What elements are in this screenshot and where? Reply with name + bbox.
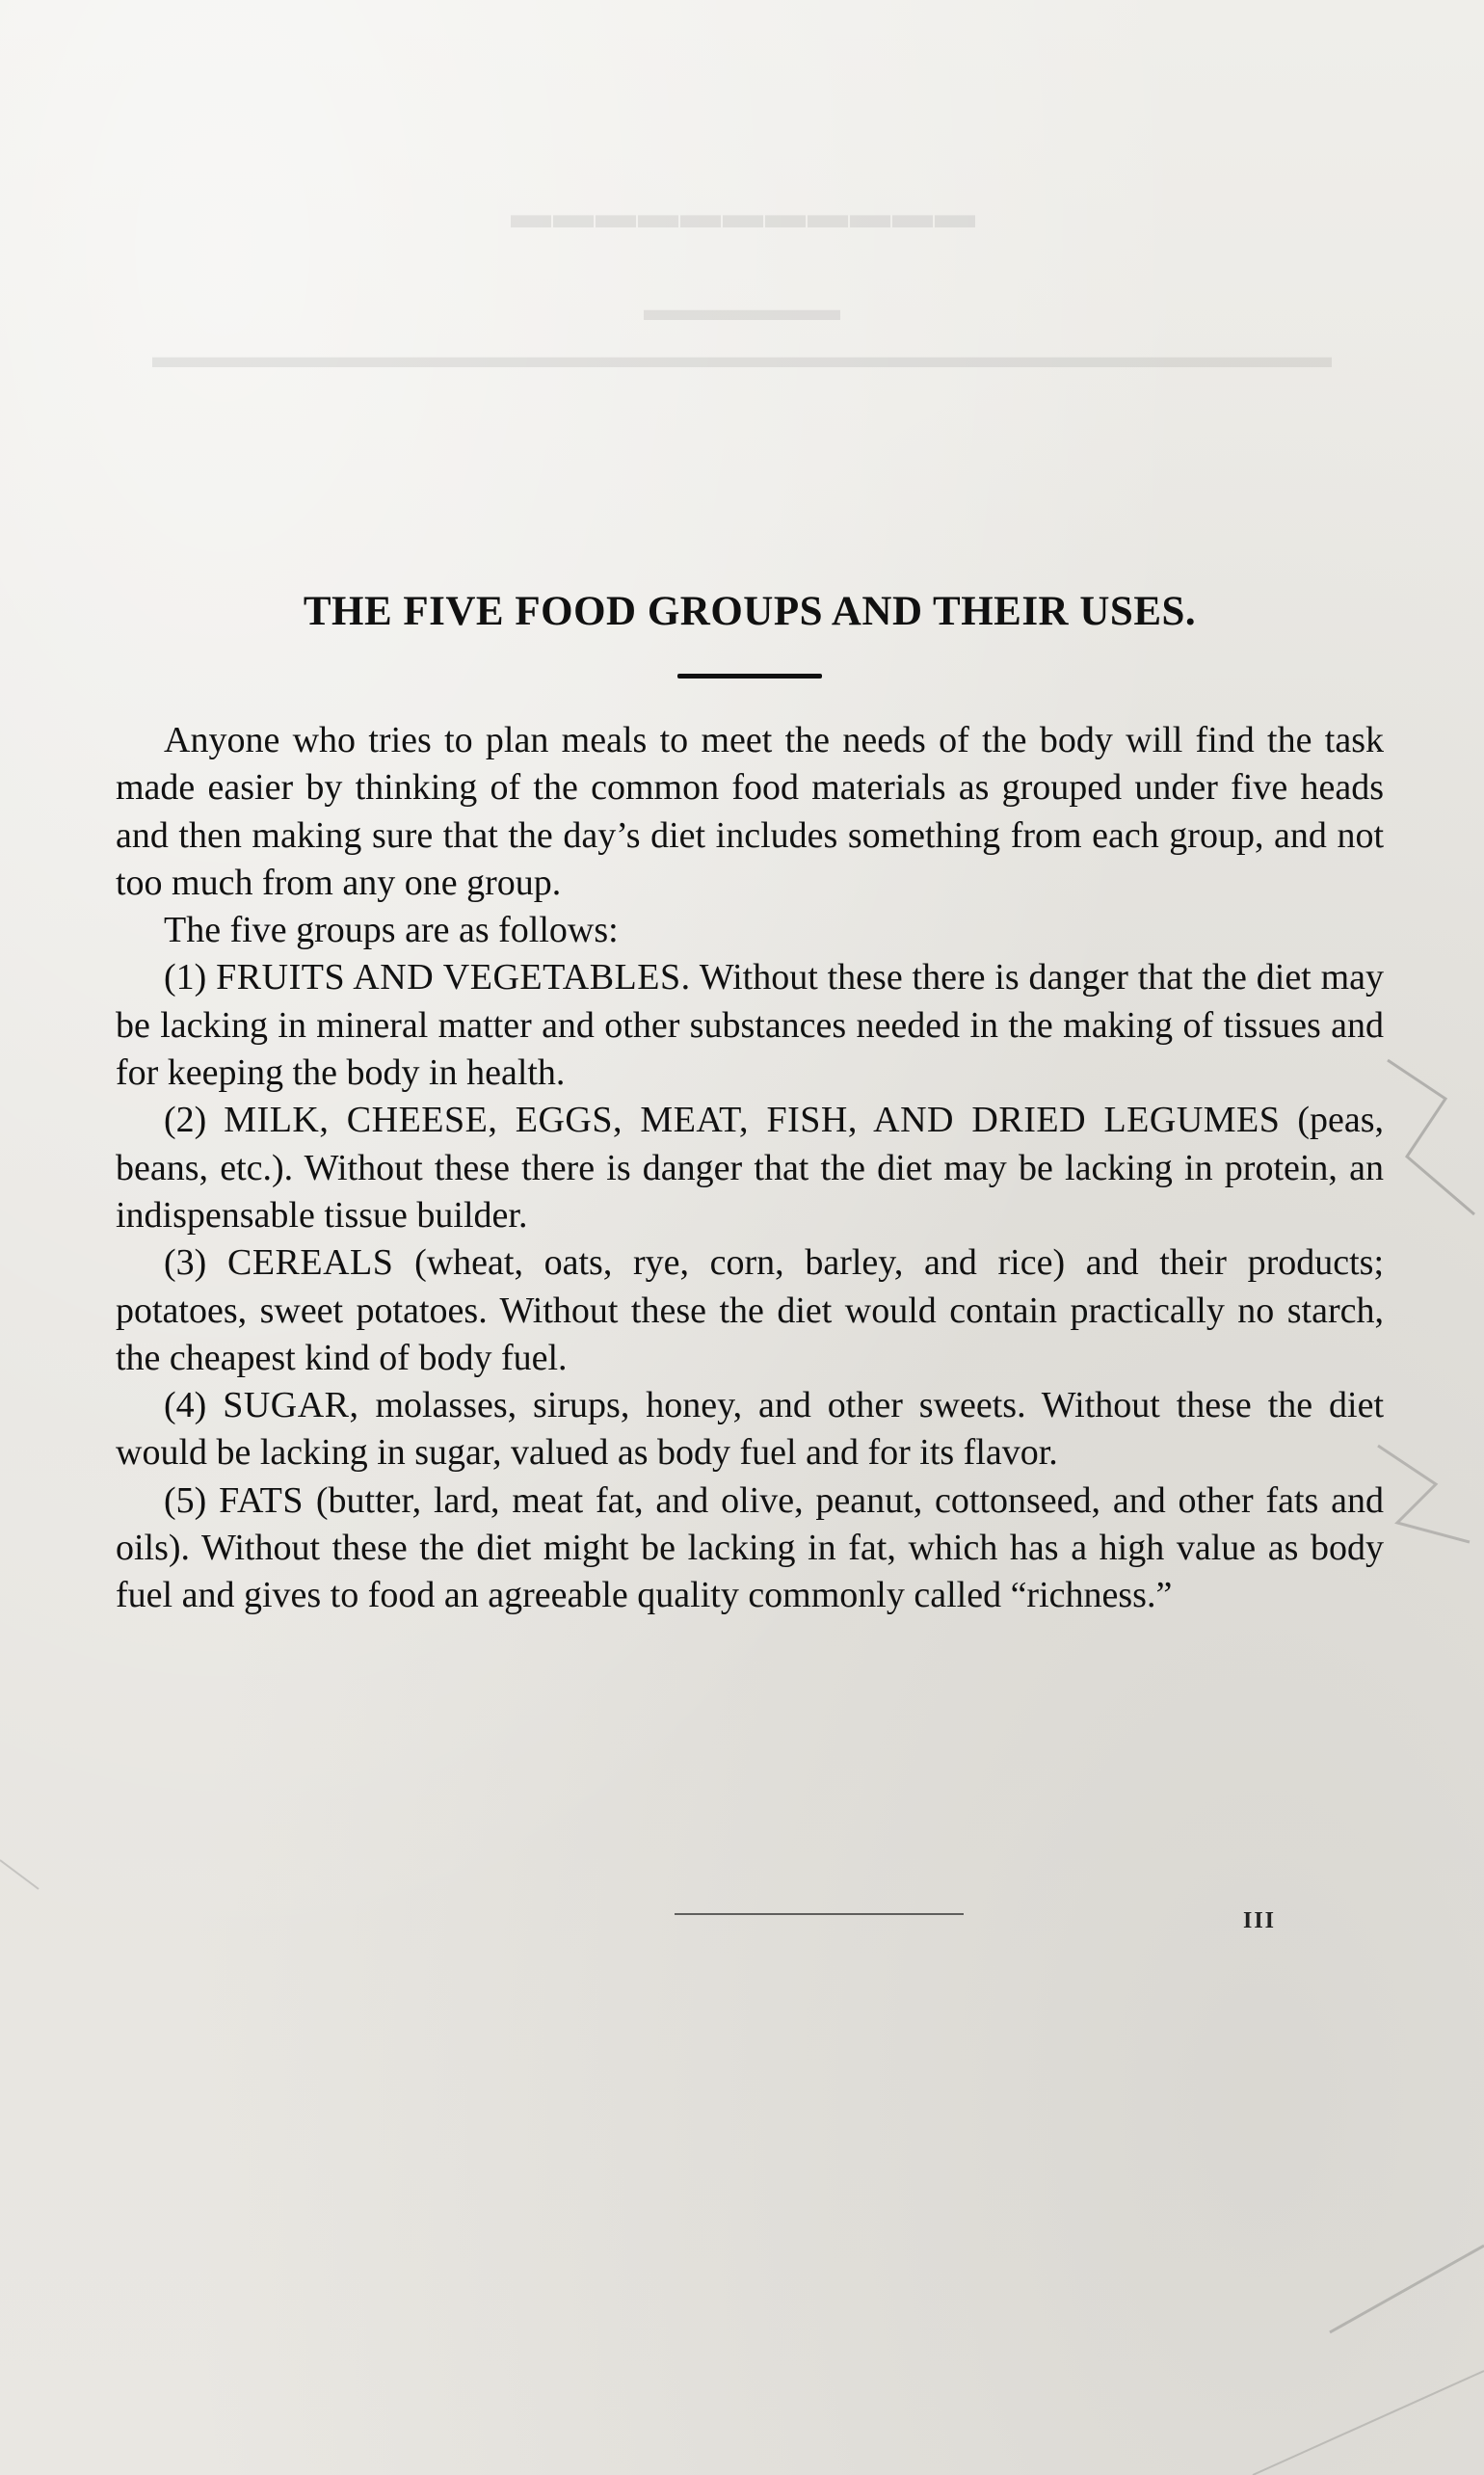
group-number: (5) [164, 1479, 207, 1521]
group-text: (butter, lard, meat fat, and olive, peanut, cottonseed, and other fats and oils). Without these the diet might be lacking in fat, which has a high value as body fuel and gives to food an agreeable quality commonly called “richness.” [116, 1479, 1385, 1616]
end-rule [675, 1913, 964, 1915]
group-heading: MILK, CHEESE, EGGS, MEAT, FISH, AND DRIED LEGUMES [224, 1100, 1281, 1141]
group-paragraph-3 [116, 1239, 1384, 1382]
group-text: molasses, sirups, honey, and other sweets. Without these the diet would be lacking in sugar, valued as body fuel and for its flavor. [116, 1385, 1385, 1474]
group-number: (1) [164, 957, 207, 998]
page-title: THE FIVE FOOD GROUPS AND THEIR USES. [303, 589, 1197, 634]
group-number: (2) [164, 1100, 207, 1141]
group-heading: SUGAR, [223, 1385, 359, 1426]
group-paragraph-5 [116, 1477, 1384, 1620]
group-number: (3) [164, 1242, 207, 1284]
document-body [116, 588, 1384, 1620]
page-number: III [1243, 1908, 1277, 1933]
group-paragraph-2 [116, 1097, 1384, 1239]
intro-paragraph: Anyone who tries to plan meals to meet the needs of the body will find the task made easier by thinking of the common food materials as grouped under five heads and then making sure that the day’s diet includes something from each group, and not too much from any one group. [116, 720, 1384, 903]
group-paragraph-4 [116, 1382, 1384, 1477]
group-heading: FATS [219, 1479, 305, 1521]
show-through-background: ▬▬▬▬▬▬▬▬▬▬▬ ▬▬▬▬▬▬ ▬▬▬▬▬▬▬▬▬▬▬▬▬▬▬▬▬▬▬▬▬▬▬▬▬▬▬▬▬▬▬▬▬▬▬▬ [152, 193, 1332, 375]
group-text: (peas, beans, etc.). Without these there is danger that the diet may be lacking in protein, an indispensable tissue builder. [116, 1100, 1385, 1236]
lead-paragraph: The five groups are as follows: [164, 910, 619, 951]
group-number: (4) [164, 1385, 207, 1426]
title-rule [677, 674, 822, 679]
body-text [116, 717, 1384, 1620]
group-heading: CEREALS [226, 1242, 394, 1284]
group-text: Without these there is danger that the diet may be lacking in mineral matter and other substances needed in the making of tissues and for keeping the body in health. [116, 957, 1384, 1094]
group-text: (wheat, oats, rye, corn, barley, and rice) and their products; potatoes, sweet potatoes. Without these the diet would contain practically no starch, the cheapest kind of body fuel. [116, 1242, 1385, 1378]
group-paragraph-1 [116, 954, 1384, 1097]
group-heading: FRUITS AND VEGETABLES. [216, 957, 691, 998]
